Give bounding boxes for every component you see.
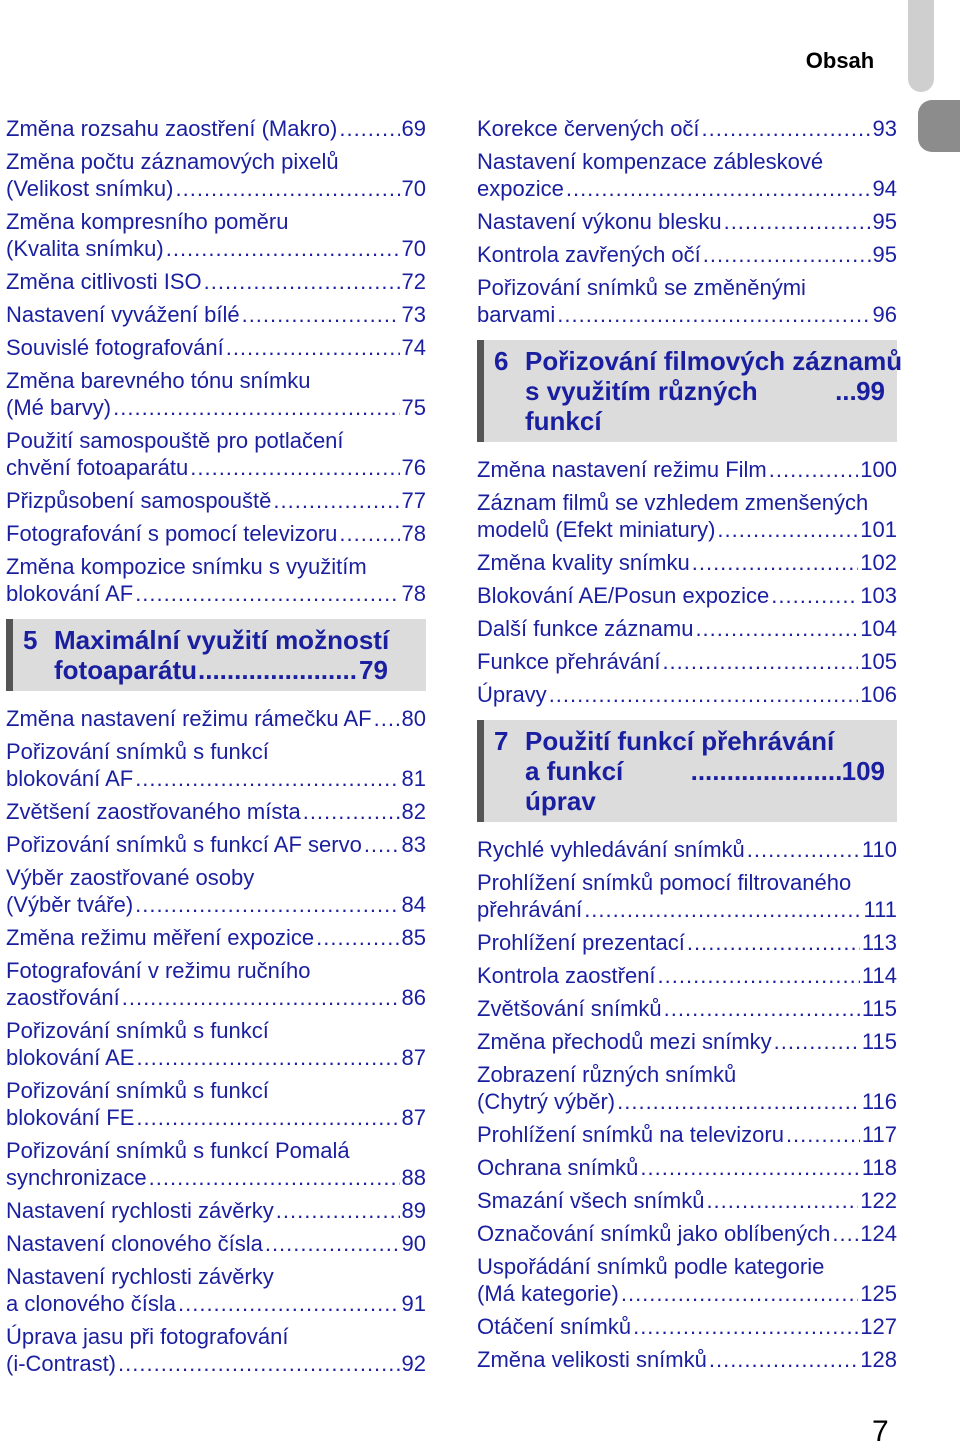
toc-entry-text-line: Změna kompozice snímku s využitím [6,554,367,579]
toc-entry-text: Rychlé vyhledávání snímků [477,837,745,862]
section-heading-5[interactable] [6,619,426,691]
toc-entry-page: 82 [401,799,426,824]
page-number: 7 [872,1415,889,1448]
section-page: 99 [856,376,885,406]
toc-entry-page: 104 [860,616,897,641]
toc-entry-text: Změna rozsahu zaostření (Makro) [6,116,338,141]
toc-entry-text-line: Nastavení kompenzace zábleskové [477,149,824,174]
toc-entry-text: modelů (Efekt miniatury) [477,517,716,542]
toc-entry-text-line: Fotografování v režimu ručního [6,958,311,983]
toc-entry-text: (Kvalita snímku) [6,236,164,261]
toc-entry-text-line: Zobrazení různých snímků [477,1062,737,1087]
toc-entry-page: 80 [401,706,426,731]
leader-dots [662,648,858,675]
toc-entry[interactable] [6,487,426,514]
toc-entry-text-line: Změna počtu záznamových pixelů [6,149,339,174]
leader-dots [276,1197,400,1224]
toc-entry[interactable] [477,648,897,675]
leader-dots [190,454,399,481]
toc-entry-page: 78 [401,521,426,546]
toc-entry-page: 94 [872,176,897,201]
toc-entry-page: 95 [872,209,897,234]
toc-entry-page: 118 [861,1155,897,1180]
toc-entry[interactable] [6,1197,426,1224]
section-number: 5 [23,625,38,655]
toc-entry-text: Úpravy [477,682,547,707]
toc-right-column [477,115,903,1379]
toc-entry[interactable] [477,615,897,642]
toc-entry-page: 102 [860,550,897,575]
toc-list-right-c [477,836,897,1373]
toc-entry-page: 103 [860,583,897,608]
leader-dots [149,1164,400,1191]
toc-entry[interactable] [477,208,897,235]
toc-entry-page: 75 [401,395,426,420]
toc-entry[interactable] [6,1137,426,1191]
toc-entry-text: zaostřování [6,985,120,1010]
toc-entry[interactable] [6,738,426,792]
toc-entry-text-line: Pořizování snímků se změněnými [477,275,806,300]
toc-entry[interactable] [6,1017,426,1071]
toc-entry[interactable] [477,274,897,328]
section-title-line1: Použití funkcí přehrávání [525,726,835,756]
toc-entry-text: Změna velikosti snímků [477,1347,707,1372]
leader-dots [658,962,860,989]
toc-entry-page: 114 [861,963,897,988]
toc-entry-page: 73 [401,302,426,327]
toc-entry-text: Nastavení clonového čísla [6,1231,263,1256]
section-title-line1: Maximální využití možností [54,625,390,655]
toc-entry[interactable] [477,869,897,923]
toc-entry-page: 70 [401,236,426,261]
toc-entry-text: Prohlížení prezentací [477,930,685,955]
toc-entry-text-line: Použití samospouště pro potlačení [6,428,344,453]
leader-dots [717,516,858,543]
toc-entry[interactable] [6,957,426,1011]
toc-entry[interactable] [477,148,897,202]
leader-dots [832,1220,858,1247]
toc-entry-text: Prohlížení snímků na televizoru [477,1122,784,1147]
toc-entry-text: Kontrola zaostření [477,963,656,988]
toc-entry-text: Pořizování snímků s funkcí AF servo [6,832,362,857]
toc-entry-text: a clonového čísla [6,1291,176,1316]
toc-entry[interactable] [477,929,897,956]
toc-entry-text: Kontrola zavřených očí [477,242,701,267]
toc-entry-text: Souvislé fotografování [6,335,224,360]
toc-entry-text: Ochrana snímků [477,1155,639,1180]
section-title-line2: s využitím různých funkcí [525,376,758,436]
toc-entry-text: (Mé barvy) [6,395,112,420]
toc-entry-text-line: Uspořádání snímků podle kategorie [477,1254,825,1279]
toc-entry-text: Zvětšování snímků [477,996,662,1021]
toc-entry-text: Smazání všech snímků [477,1188,705,1213]
toc-entry-page: 117 [861,1122,897,1147]
leader-dots [113,394,399,421]
toc-entry-text: (Má kategorie) [477,1281,619,1306]
toc-entry-page: 122 [860,1188,897,1213]
leader-dots [566,175,871,202]
toc-entry-text: Změna nastavení režimu rámečku AF [6,706,372,731]
toc-entry-text-line: Pořizování snímků s funkcí Pomalá [6,1138,350,1163]
toc-entry[interactable] [6,705,426,732]
toc-entry-text: (Chytrý výběr) [477,1089,616,1114]
toc-entry-text: Změna citlivosti ISO [6,269,202,294]
toc-entry-text: (Výběr tváře) [6,892,134,917]
section-heading-7[interactable] [477,720,897,822]
toc-entry-text: Zvětšení zaostřovaného místa [6,799,301,824]
toc-entry[interactable] [477,962,897,989]
toc-entry-text: Nastavení výkonu blesku [477,209,722,234]
leader-dots [339,520,399,547]
chapter-tab-top [908,0,934,92]
leader-dots [178,1290,400,1317]
leader-dots [135,765,399,792]
leader-dots [364,831,400,858]
toc-entry-page: 72 [401,269,426,294]
leader-dots [786,1121,860,1148]
section-title-line2: fotoaparátu [54,655,197,685]
leader-dots [584,896,861,923]
toc-entry[interactable] [477,456,897,483]
toc-entry-text: (i-Contrast) [6,1351,117,1376]
toc-entry-page: 101 [860,517,897,542]
toc-entry-text: blokování FE [6,1105,135,1130]
toc-entry-page: 116 [861,1089,897,1114]
leader-dots [706,1187,858,1214]
toc-entry[interactable] [477,1187,897,1214]
leader-dots [664,995,860,1022]
section-title-line2: a funkcí úprav [525,756,624,816]
toc-entry[interactable] [6,427,426,481]
toc-entry[interactable] [477,1154,897,1181]
leader-dots [265,1230,400,1257]
toc-entry[interactable] [477,1121,897,1148]
leader-dots [747,836,860,863]
toc-entry-page: 93 [872,116,897,141]
toc-entry-page: 124 [860,1221,897,1246]
toc-entry[interactable] [477,836,897,863]
toc-entry[interactable] [6,1323,426,1377]
toc-entry-page: 77 [401,488,426,513]
toc-entry[interactable] [477,489,897,543]
leader-dots [118,1350,400,1377]
toc-entry[interactable] [6,334,426,361]
leader-dots [176,175,400,202]
leader-dots [621,1280,858,1307]
toc-list-right-b [477,456,897,708]
toc-entry-page: 95 [872,242,897,267]
leader-dots [135,580,399,607]
toc-entry-page: 115 [861,996,897,1021]
toc-entry-page: 84 [401,892,426,917]
leader-dots [617,1088,860,1115]
toc-entry[interactable] [6,1263,426,1317]
toc-entry-page: 83 [401,832,426,857]
toc-entry-page: 92 [401,1351,426,1376]
toc-entry-page: 69 [401,116,426,141]
toc-entry-page: 81 [401,766,426,791]
leader-dots [724,208,871,235]
toc-entry-text-line: Pořizování snímků s funkcí [6,1018,269,1043]
toc-entry-page: 110 [861,837,897,862]
toc-entry[interactable] [6,367,426,421]
toc-entry-page: 111 [863,897,897,922]
toc-entry[interactable] [477,115,897,142]
toc-entry-page: 90 [401,1231,426,1256]
toc-entry-text: (Velikost snímku) [6,176,174,201]
toc-entry-page: 74 [401,335,426,360]
page-title: Obsah [805,48,875,73]
toc-entry[interactable] [6,553,426,607]
leader-dots [316,924,399,951]
toc-entry-text: Změna kvality snímku [477,550,690,575]
leader-dots [198,655,358,685]
toc-entry-text: Nastavení rychlosti závěrky [6,1198,274,1223]
leader-dots [687,929,860,956]
toc-entry-text: přehrávání [477,897,583,922]
toc-entry-page: 91 [401,1291,426,1316]
toc-entry-text: blokování AF [6,581,134,606]
leader-dots [226,334,400,361]
leader-dots [374,705,400,732]
leader-dots [204,268,400,295]
toc-entry[interactable] [477,995,897,1022]
toc-list-left-a [6,115,426,607]
toc-entry[interactable] [6,268,426,295]
toc-entry[interactable] [6,1230,426,1257]
leader-dots [709,1346,858,1373]
toc-entry-text: Fotografování s pomocí televizoru [6,521,338,546]
toc-entry-text: Změna nastavení režimu Film [477,457,767,482]
toc-entry[interactable] [477,1028,897,1055]
toc-entry-page: 96 [872,302,897,327]
leader-dots [303,798,400,825]
toc-entry-page: 125 [860,1281,897,1306]
toc-entry[interactable] [6,208,426,262]
leader-dots [273,487,399,514]
toc-entry[interactable] [6,1077,426,1131]
leader-dots [339,115,399,142]
toc-entry[interactable] [477,681,897,708]
toc-entry[interactable] [477,1253,897,1307]
toc-entry[interactable] [477,549,897,576]
toc-entry-text: Přizpůsobení samospouště [6,488,272,513]
toc-entry-text-line: Výběr zaostřované osoby [6,865,255,890]
toc-list-right-a [477,115,897,328]
toc-entry-text: Funkce přehrávání [477,649,661,674]
leader-dots [633,1313,858,1340]
toc-entry-text: Další funkce záznamu [477,616,694,641]
toc-entry-page: 100 [860,457,897,482]
leader-dots [166,235,400,262]
toc-entry-text: barvami [477,302,556,327]
toc-entry-page: 113 [861,930,897,955]
section-heading-6[interactable] [477,340,903,442]
toc-entry-text: Otáčení snímků [477,1314,632,1339]
toc-entry-page: 89 [401,1198,426,1223]
section-number: 6 [494,346,509,376]
toc-entry[interactable] [6,301,426,328]
leader-dots [136,1044,399,1071]
toc-entry-page: 87 [401,1045,426,1070]
leader-dots [136,1104,399,1131]
toc-entry-text: blokování AE [6,1045,135,1070]
toc-entry-page: 106 [860,682,897,707]
toc-entry-text-line: Pořizování snímků s funkcí [6,739,269,764]
section-page: 109 [841,756,885,786]
leader-dots [774,1028,860,1055]
leader-dots [692,549,859,576]
toc-entry[interactable] [477,1220,897,1247]
leader-dots [695,615,858,642]
toc-entry[interactable] [6,115,426,142]
toc-entry[interactable] [477,1313,897,1340]
toc-entry-text: Označování snímků jako oblíbených [477,1221,831,1246]
toc-entry-text-line: Nastavení rychlosti závěrky [6,1264,274,1289]
toc-entry-page: 78 [401,581,426,606]
toc-entry[interactable] [6,798,426,825]
toc-entry-text-line: Změna barevného tónu snímku [6,368,311,393]
leader-dots [691,756,841,786]
toc-entry-text: Korekce červených očí [477,116,700,141]
toc-entry[interactable] [477,582,897,609]
toc-entry[interactable] [6,864,426,918]
toc-entry-text-line: Pořizování snímků s funkcí [6,1078,269,1103]
leader-dots [640,1154,860,1181]
leader-dots [769,456,859,483]
toc-entry-text: synchronizace [6,1165,147,1190]
toc-entry-text: blokování AF [6,766,134,791]
leader-dots [135,891,399,918]
leader-dots [702,115,871,142]
toc-entry-page: 86 [401,985,426,1010]
leader-dots [557,301,870,328]
toc-entry-text-line: Úprava jasu při fotografování [6,1324,289,1349]
toc-entry[interactable] [6,520,426,547]
toc-entry-page: 105 [860,649,897,674]
toc-entry-page: 87 [401,1105,426,1130]
leader-dots [703,241,871,268]
toc-entry-text: expozice [477,176,564,201]
toc-entry-text: Změna přechodů mezi snímky [477,1029,772,1054]
toc-entry-page: 70 [401,176,426,201]
toc-entry[interactable] [477,241,897,268]
section-number: 7 [494,726,509,756]
toc-left-column [6,115,426,1383]
toc-entry-text-line: Prohlížení snímků pomocí filtrovaného [477,870,852,895]
toc-entry[interactable] [6,831,426,858]
leader-dots [835,376,855,406]
leader-dots [549,681,859,708]
toc-entry-text: Blokování AE/Posun expozice [477,583,770,608]
toc-entry-page: 76 [401,455,426,480]
toc-entry[interactable] [6,148,426,202]
toc-entry-page: 128 [860,1347,897,1372]
leader-dots [771,582,858,609]
section-page: 79 [359,655,388,685]
toc-entry-page: 85 [401,925,426,950]
toc-entry[interactable] [6,924,426,951]
toc-entry-page: 115 [861,1029,897,1054]
toc-entry-text: chvění fotoaparátu [6,455,189,480]
toc-entry-text: Změna režimu měření expozice [6,925,315,950]
chapter-tab-side [918,100,960,152]
toc-entry-text: Nastavení vyvážení bílé [6,302,240,327]
toc-entry[interactable] [477,1061,897,1115]
toc-entry-text-line: Změna kompresního poměru [6,209,289,234]
leader-dots [242,301,400,328]
leader-dots [122,984,400,1011]
section-title-line1: Pořizování filmových záznamů [525,346,903,376]
toc-list-left-b [6,705,426,1377]
toc-entry[interactable] [477,1346,897,1373]
toc-entry-page: 88 [401,1165,426,1190]
toc-entry-text-line: Záznam filmů se vzhledem zmenšených [477,490,869,515]
toc-entry-page: 127 [860,1314,897,1339]
